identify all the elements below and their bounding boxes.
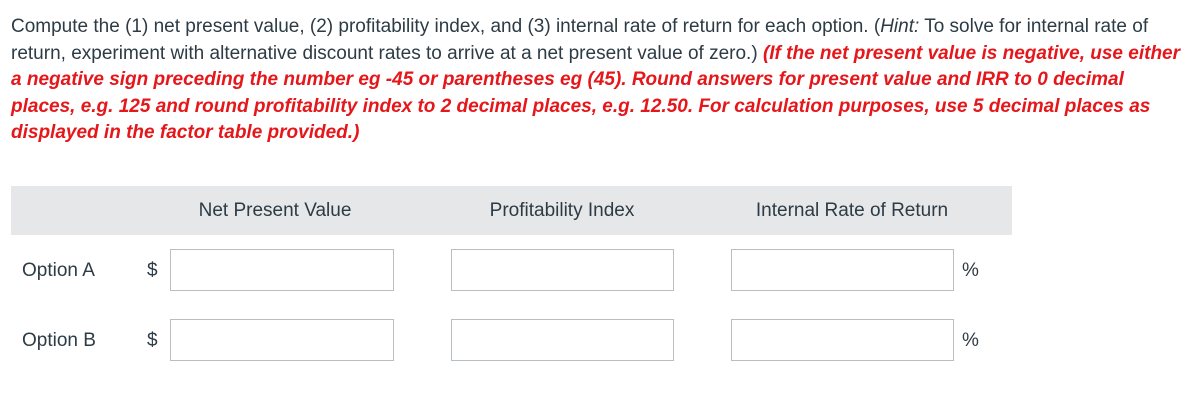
row-label-option-a: Option A — [22, 260, 95, 281]
instructions-text — [11, 14, 1191, 147]
percent-sign-option-a: % — [962, 260, 979, 281]
header-profitability-index: Profitability Index — [489, 200, 635, 221]
instructions-main: Compute the (1) net present value, (2) profitability index, and (3) internal rate of return for each option. ( — [11, 16, 881, 37]
pi-input-option-b[interactable] — [451, 319, 674, 361]
currency-symbol-option-b: $ — [147, 330, 158, 351]
npv-input-option-a[interactable] — [170, 249, 394, 291]
irr-input-option-a[interactable] — [731, 249, 954, 291]
row-label-option-b: Option B — [22, 330, 96, 351]
header-net-present-value: Net Present Value — [198, 200, 352, 221]
irr-input-option-b[interactable] — [731, 319, 954, 361]
percent-sign-option-b: % — [962, 330, 979, 351]
header-internal-rate-of-return: Internal Rate of Return — [755, 200, 949, 221]
rounding-note: (If the net present value is negative, use either a negative sign preceding the number eg -45 or parentheses eg (45). Round answers for present value and IRR to 0 decimal places, e.g. 125 and round profitability index to 2 decimal places, e.g. 12.50. For calculation purposes, use 5 decimal places as displayed in the factor table provided.) — [11, 42, 1181, 143]
currency-symbol-option-a: $ — [147, 260, 158, 281]
pi-input-option-a[interactable] — [451, 249, 674, 291]
hint-label: Hint: — [880, 16, 920, 37]
hint-text: To solve for internal rate of return, experiment with alternative discount rates to arrive at a net present value of zero.) — [11, 16, 1149, 64]
npv-input-option-b[interactable] — [170, 319, 394, 361]
